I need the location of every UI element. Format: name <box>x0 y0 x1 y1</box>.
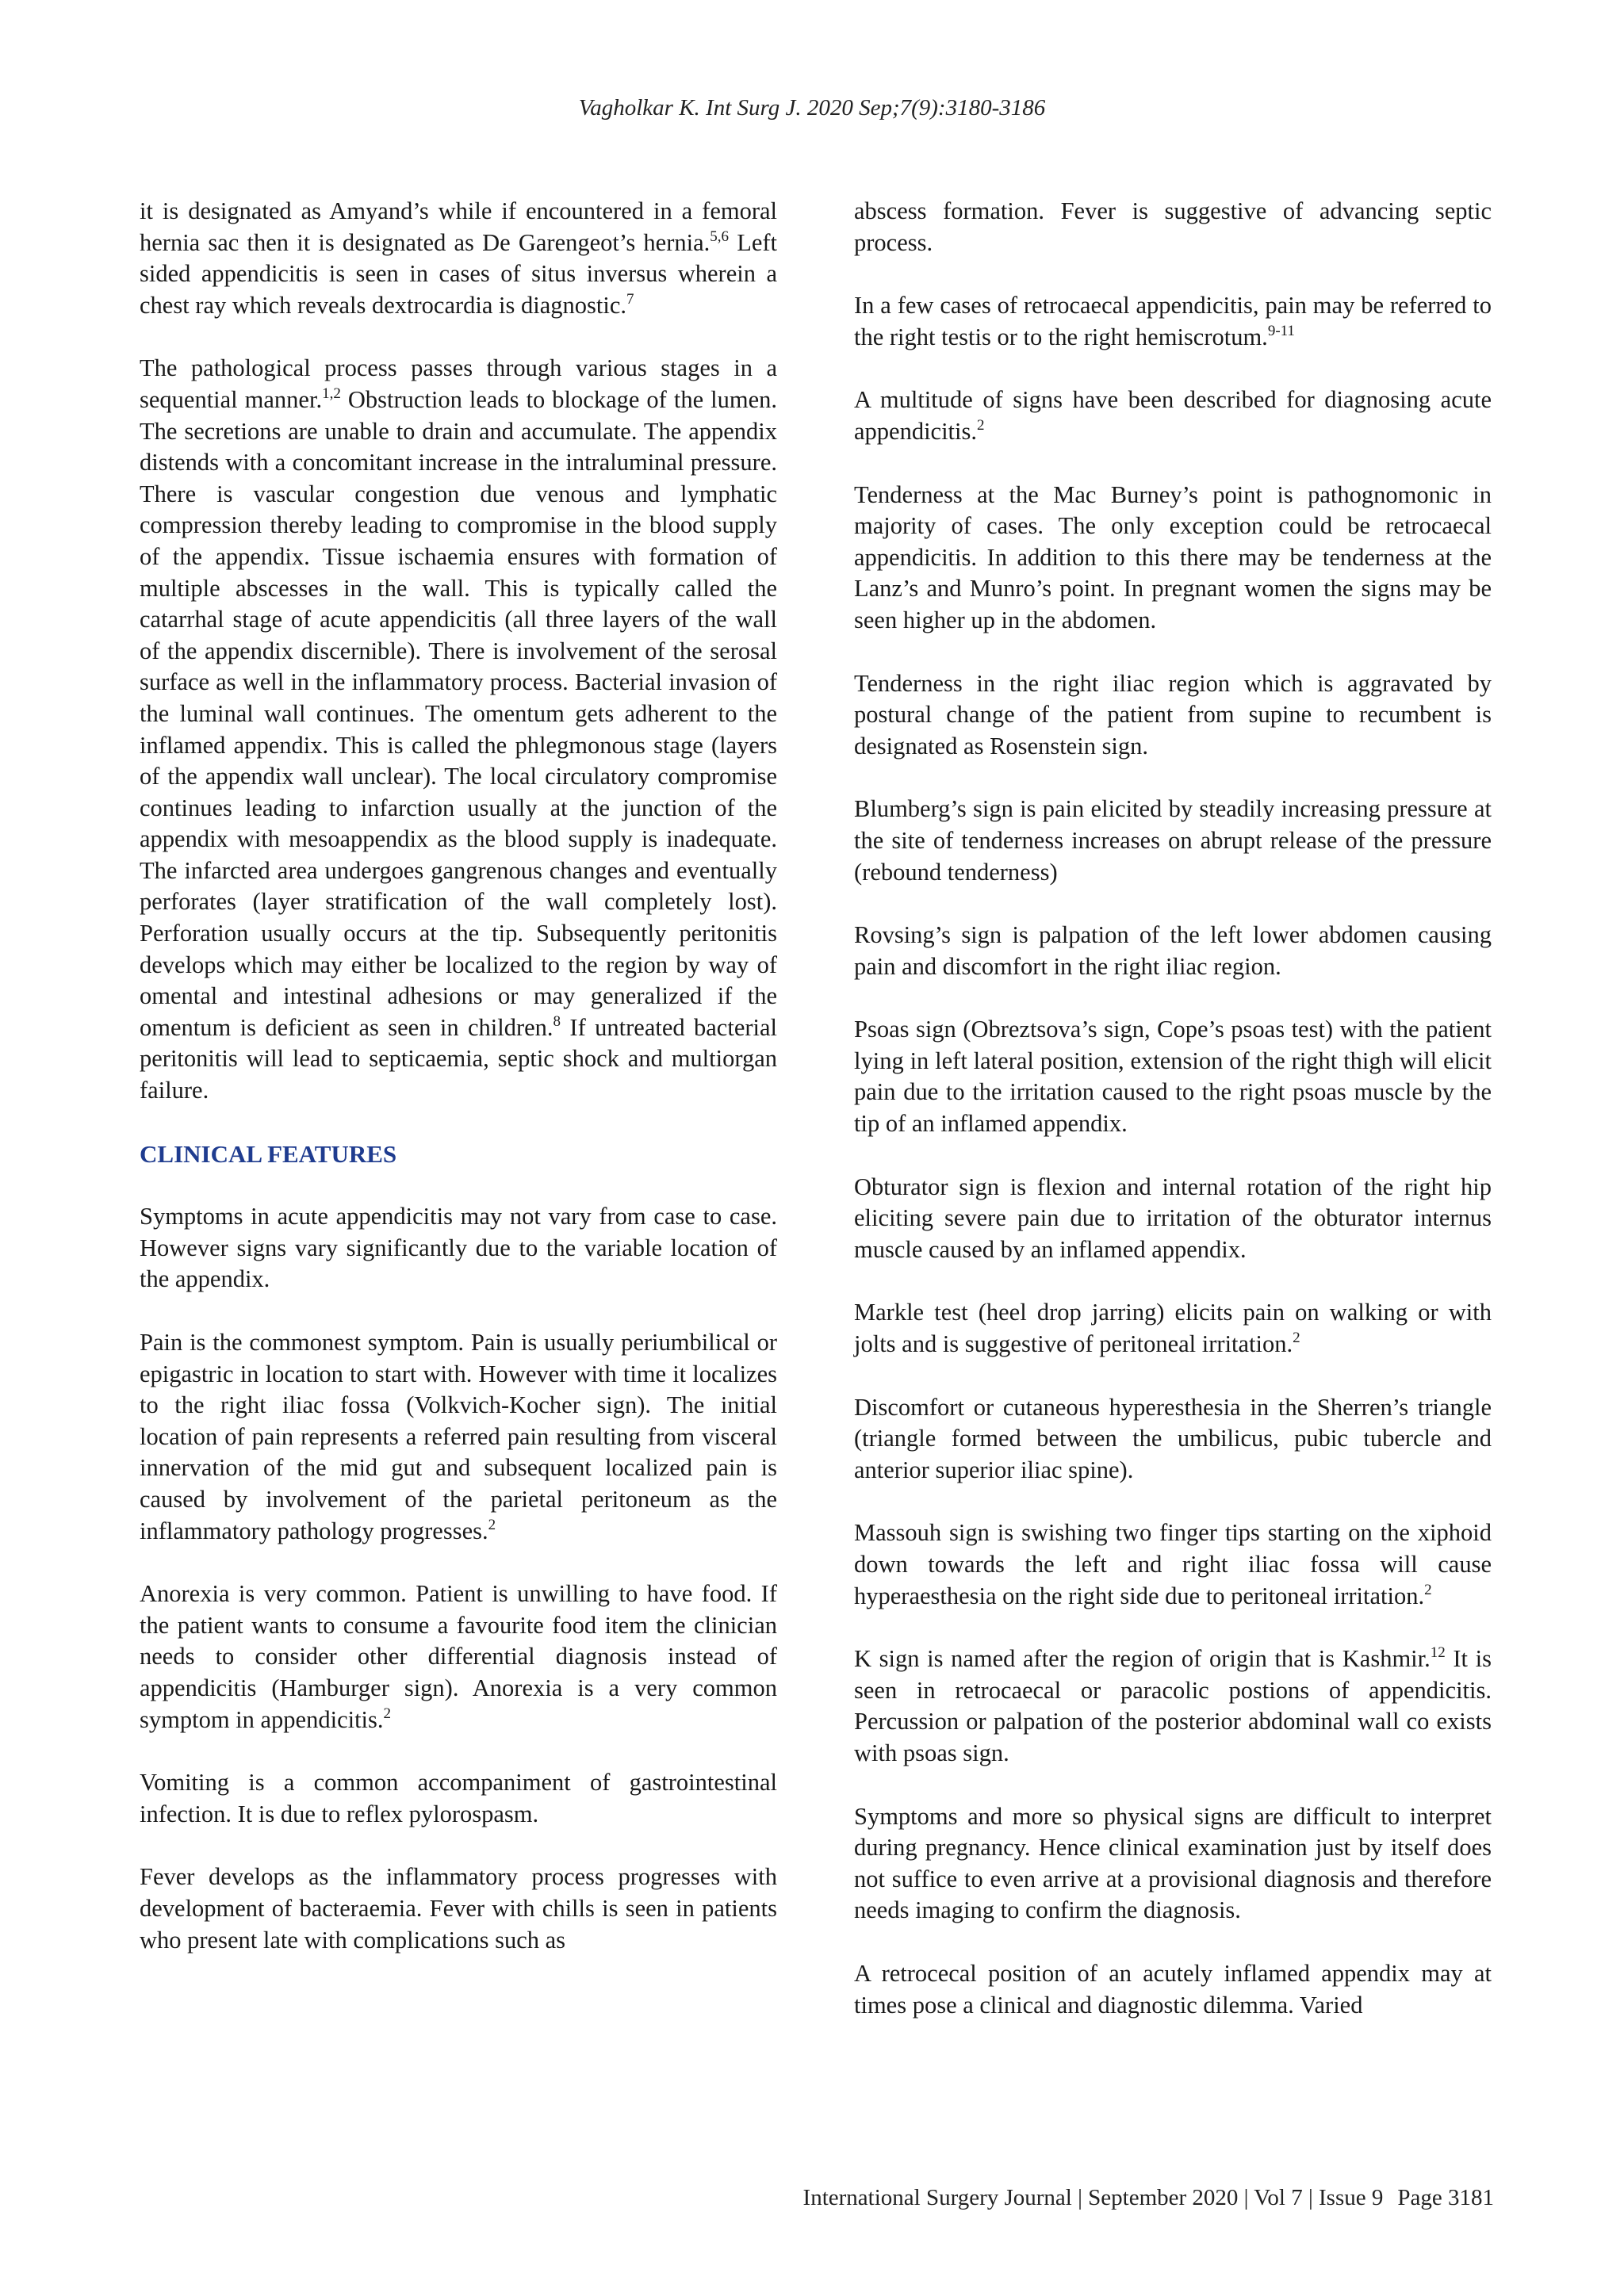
paragraph: it is designated as Amyand’s while if encountered in a femoral hernia sac then it is designated as De Garengeot’s hernia.$^{5,6}$ Left sided appendicitis is seen in cases of situs inversus wherein a chest ray which reveals dextrocardia is diagnostic.$^7$ <box>140 197 777 319</box>
citation-ref: 7 <box>626 290 634 308</box>
paragraph: Discomfort or cutaneous hyperesthesia in the Sherren’s triangle (triangle formed between the umbilicus, pubic tubercle and anterior superior iliac spine). <box>854 1393 1492 1483</box>
footer-journal-info: International Surgery Journal | September 2020 | Vol 7 | Issue 9 <box>802 2185 1384 2210</box>
paragraph: In a few cases of retrocaecal appendicitis, pain may be referred to the right testis or to the right hemiscrotum.$^{9-11}$ <box>854 292 1492 350</box>
citation-ref: 2 <box>383 1705 392 1722</box>
paragraph: Vomiting is a common accompaniment of gastrointestinal infection. It is due to reflex pylorospasm. <box>140 1769 777 1827</box>
paragraph: abscess formation. Fever is suggestive of advancing septic process. <box>854 197 1492 256</box>
paragraph: Pain is the commonest symptom. Pain is usually periumbilical or epigastric in location to start with. However with time it localizes to the right iliac fossa (Volkvich-Kocher sign). The initial location of pain represents a referred pain resulting from visceral innervation of the mid gut and subsequent localized pain is caused by involvement of the parietal peritoneum as the inflammatory pathology progresses.$^2$ <box>140 1329 777 1544</box>
running-header-citation: Vagholkar K. Int Surg J. 2020 Sep;7(9):3180-3186 <box>578 95 1046 121</box>
citation-ref: 8 <box>553 1012 561 1030</box>
paragraph: Symptoms in acute appendicitis may not vary from case to case. However signs vary significantly due to the variable location of the appendix. <box>140 1203 777 1293</box>
paragraph: Markle test (heel drop jarring) elicits pain on walking or with jolts and is suggestive of peritoneal irritation.$^2$ <box>854 1299 1492 1358</box>
citation-ref: 2 <box>488 1516 496 1533</box>
paragraph: The pathological process passes through various stages in a sequential manner.$^{1,2}$ Obstruction leads to blockage of the lumen. The secretions are unable to drain and accumulate. The appendix distends with a concomitant increase in the intraluminal pressure. There is vascular congestion due venous and lymphatic compression thereby leading to compromise in the blood supply of the appendix. Tissue ischaemia ensures with formation of multiple abscesses in the wall. This is typically called the catarrhal stage of acute appendicitis (all three layers of the wall of the appendix discernible). There is involvement of the serosal surface as well in the inflammatory process. Bacterial invasion of the luminal wall continues. The omentum gets adherent to the inflamed appendix. This is called the phlegmonous stage (layers of the appendix wall unclear). The local circulatory compromise continues leading to infarction usually at the junction of the appendix with mesoappendix as the blood supply is inadequate. The infarcted area undergoes gangrenous changes and eventually perforates (layer stratification of the wall completely lost). Perforation usually occurs at the tip. Subsequently peritonitis develops which may either be localized to the region by way of omental and intestinal adhesions or may generalized if the omentum is deficient as seen in children.$^8$ If untreated bacterial peritonitis will lead to septicaemia, septic shock and multiorgan failure. <box>140 354 777 1104</box>
left-column <box>140 196 777 1956</box>
citation-ref: 2 <box>1293 1330 1300 1347</box>
paragraph: A retrocecal position of an acutely inflamed appendix may at times pose a clinical and diagnostic dilemma. Varied <box>854 1959 1492 2019</box>
paragraph: Massouh sign is swishing two finger tips starting on the xiphoid down towards the left and right iliac fossa will cause hyperaesthesia on the right side due to peritoneal irritation.$^2$ <box>854 1519 1492 1609</box>
citation-ref: 12 <box>1430 1644 1446 1662</box>
paragraph: Tenderness in the right iliac region which is aggravated by postural change of the patient from supine to recumbent is designated as Rosenstein sign. <box>854 669 1492 760</box>
right-column <box>854 196 1492 2021</box>
paragraph: A multitude of signs have been described for diagnosing acute appendicitis.$^2$ <box>854 386 1492 445</box>
paragraph: Tenderness at the Mac Burney’s point is pathognomonic in majority of cases. The only exception could be retrocaecal appendicitis. In addition to this there may be tenderness at the Lanz’s and Munro’s point. In pregnant women the signs may be seen higher up in the abdomen. <box>854 480 1492 633</box>
paragraph: Blumberg’s sign is pain elicited by steadily increasing pressure at the site of tenderness increases on abrupt release of the pressure (rebound tenderness) <box>854 795 1492 886</box>
citation-ref: 1,2 <box>322 385 341 402</box>
citation-ref: 9-11 <box>1267 322 1295 339</box>
paragraph: Fever develops as the inflammatory process progresses with development of bacteraemia. Fever with chills is seen in patients who present late with complications such as <box>140 1863 777 1954</box>
paragraph: Obturator sign is flexion and internal rotation of the right hip eliciting severe pain due to irritation of the obturator internus muscle caused by an inflamed appendix. <box>854 1173 1492 1263</box>
citation-ref: 2 <box>977 416 985 434</box>
paragraph: Anorexia is very common. Patient is unwilling to have food. If the patient wants to consume a favourite food item the clinician needs to consider other differential diagnosis instead of appendicitis (Hamburger sign). Anorexia is a very common symptom in appendicitis.$^2$ <box>140 1580 777 1733</box>
paragraph: Rovsing’s sign is palpation of the left lower abdomen causing pain and discomfort in the right iliac region. <box>854 921 1492 980</box>
page-number: Page 3181 <box>1397 2185 1494 2210</box>
citation-ref: 5,6 <box>710 228 729 245</box>
paragraph: K sign is named after the region of origin that is Kashmir.$^{12}$ It is seen in retrocaecal or paracolic postions of appendicitis. Percussion or palpation of the posterior abdominal wall co exists with psoas sign. <box>854 1644 1492 1766</box>
paragraph: Psoas sign (Obreztsova’s sign, Cope’s psoas test) with the patient lying in left lateral position, extension of the right thigh will elicit pain due to the irritation caused to the right psoas muscle by the tip of an inflamed appendix. <box>854 1016 1492 1138</box>
citation-ref: 2 <box>1424 1581 1432 1598</box>
section-heading-clinical-features: CLINICAL FEATURES <box>140 1139 397 1168</box>
page-footer <box>803 2185 1494 2211</box>
paragraph: Symptoms and more so physical signs are difficult to interpret during pregnancy. Hence clinical examination just by itself does not suffice to even arrive at a provisional diagnosis and therefore needs imaging to confirm the diagnosis. <box>854 1802 1492 1924</box>
